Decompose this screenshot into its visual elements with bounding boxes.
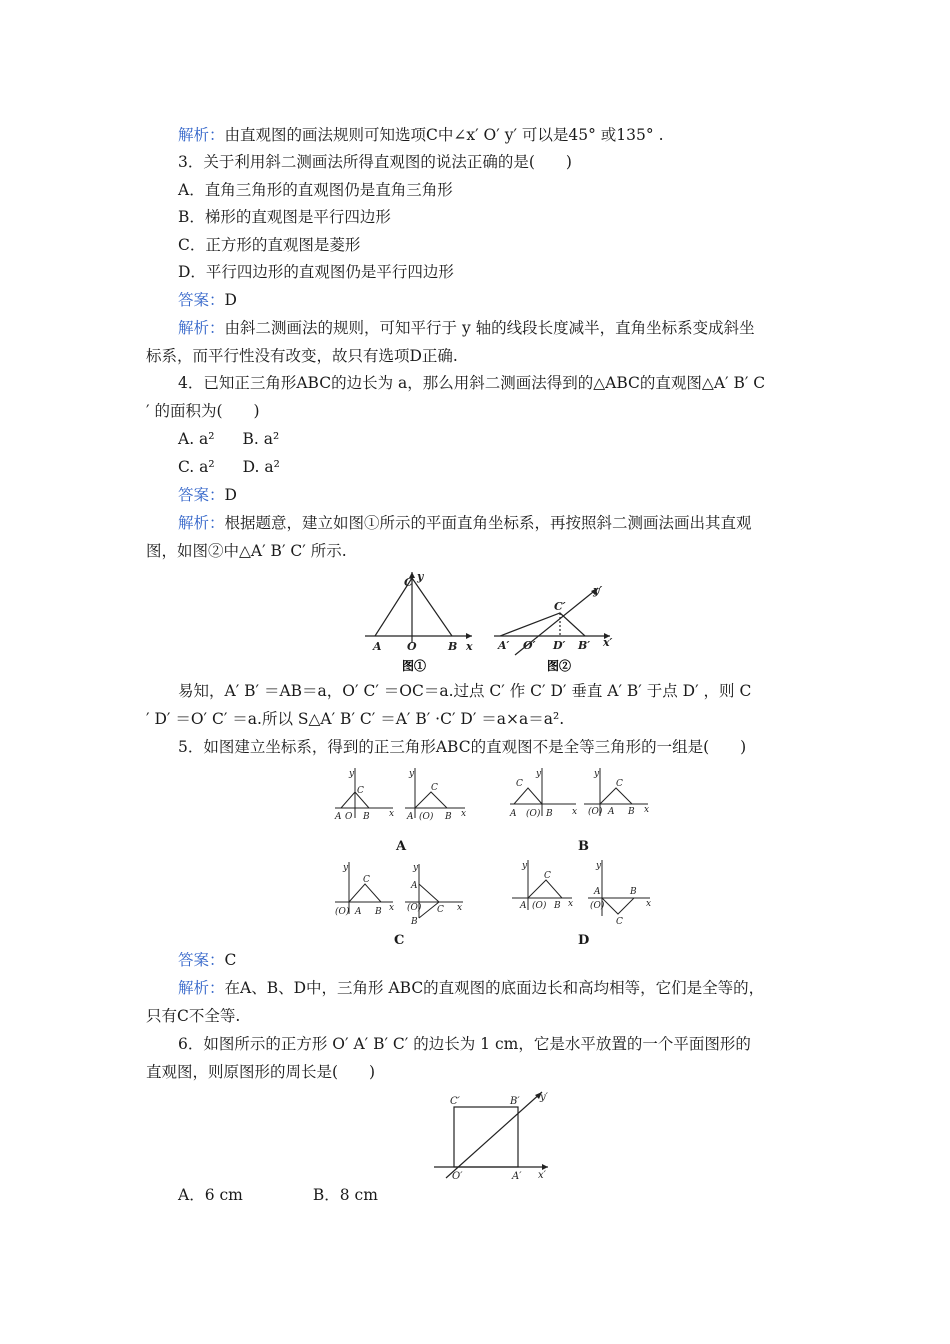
svg-text:A: A (510, 809, 517, 819)
analysis-text: 由斜二测画法的规则，可知平行于 y 轴的线段长度减半，直角坐标系变成斜坐 (224, 319, 755, 337)
svg-text:y: y (594, 769, 600, 779)
svg-text:C: C (357, 786, 364, 796)
svg-text:x: x (572, 807, 578, 817)
q6-options (178, 1185, 378, 1205)
q5-answer (178, 950, 236, 970)
label-y-prime: y′ (540, 1092, 548, 1103)
q4-figure-1 (360, 568, 480, 678)
label-a-prime: A′ (498, 639, 510, 652)
q5-group-b-figure (506, 764, 656, 826)
svg-text:C: C (431, 783, 438, 793)
q3-analysis-line2: 标系，而平行性没有改变，故只有选项D正确. (146, 347, 458, 365)
svg-text:C: C (363, 875, 370, 885)
q3-option-b: B．梯形的直观图是平行四边形 (178, 208, 391, 226)
svg-text:(O): (O) (407, 903, 422, 913)
fig2-caption: 图② (547, 659, 572, 673)
q5-group-c-figure (333, 856, 473, 928)
svg-text:A: A (407, 812, 414, 822)
svg-text:C: C (616, 917, 623, 927)
svg-text:B: B (445, 812, 452, 822)
q5-stem: 5．如图建立坐标系，得到的正三角形ABC的直观图不是全等三角形的一组是( ) (178, 738, 747, 756)
label-o-prime: O′ (452, 1171, 463, 1182)
q4-solution-line2: ′ D′ ＝O′ C′ ＝a.所以 S△A′ B′ C′ ＝A′ B′ ·C′ D′ ＝a×a＝a². (146, 710, 565, 728)
label-d-prime: D′ (553, 639, 566, 652)
q3-option-c: C．正方形的直观图是菱形 (178, 236, 361, 254)
q3-option-a: A．直角三角形的直观图仍是直角三角形 (178, 181, 453, 199)
svg-text:B: B (411, 917, 418, 927)
svg-text:y: y (349, 769, 355, 779)
fig1-caption: 图① (402, 659, 427, 673)
answer-value: D (224, 486, 237, 504)
label-o: O (407, 640, 417, 653)
label-b: B (448, 640, 458, 653)
q2-analysis (178, 125, 664, 145)
analysis-label: 解析： (178, 126, 225, 144)
y-axis-oblique (446, 1092, 542, 1178)
analysis-label: 解析： (178, 979, 225, 997)
q3-stem: 3．关于利用斜二测画法所得直观图的说法正确的是( ) (178, 153, 572, 171)
svg-text:y: y (409, 769, 415, 779)
label-c-prime: C′ (450, 1096, 460, 1107)
label-a-prime: A′ (512, 1171, 522, 1182)
svg-text:C: C (437, 905, 444, 915)
label-b-prime: B′ (578, 639, 591, 652)
q4-option-a: A. a² (178, 430, 215, 448)
q4-stem-line2: ′ 的面积为( ) (146, 402, 260, 420)
svg-text:(O): (O) (588, 807, 603, 817)
q4-analysis-line1 (178, 513, 752, 533)
q4-options-row2 (178, 457, 280, 477)
q6-stem-line2: 直观图，则原图形的周长是( ) (146, 1063, 376, 1081)
q5-group-b-label: B (578, 839, 589, 854)
q4-option-d: D. a² (242, 458, 280, 476)
triangle-abc (375, 578, 452, 636)
svg-text:(O): (O) (335, 907, 350, 917)
label-c: C (404, 576, 413, 589)
svg-text:(O): (O) (419, 812, 434, 822)
label-x-prime: x′ (603, 636, 613, 649)
label-a: A (373, 640, 382, 653)
q4-figure-2 (490, 580, 620, 678)
svg-text:(O): (O) (532, 901, 547, 911)
q5-analysis-line2: 只有C不全等. (146, 1007, 241, 1025)
svg-text:O: O (345, 812, 353, 822)
answer-value: D (224, 291, 237, 309)
q4-stem-line1: 4．已知正三角形ABC的边长为 a，那么用斜二测画法得到的△ABC的直观图△A′ B′ C (178, 374, 766, 392)
q5-group-c-label: C (394, 933, 405, 948)
svg-text:A: A (520, 901, 527, 911)
answer-label: 答案： (178, 291, 225, 309)
analysis-label: 解析： (178, 514, 225, 532)
svg-text:x: x (568, 899, 574, 909)
svg-text:A: A (608, 807, 615, 817)
svg-text:(O): (O) (590, 901, 605, 911)
answer-label: 答案： (178, 951, 225, 969)
q5-analysis-line1 (178, 978, 764, 998)
answer-label: 答案： (178, 486, 225, 504)
label-y-prime: y′ (593, 584, 603, 597)
svg-text:A: A (335, 812, 342, 822)
analysis-text: 由直观图的画法规则可知选项C中∠x′ O′ y′ 可以是45° 或135° . (224, 126, 664, 144)
q4-option-b: B. a² (242, 430, 280, 448)
analysis-text: 在A、B、D中，三角形 ABC的直观图的底面边长和高均相等，它们是全等的， (224, 979, 765, 997)
q5-group-a-figure (333, 764, 473, 826)
svg-text:B: B (363, 812, 370, 822)
svg-text:x: x (389, 903, 395, 913)
q3-option-d: D．平行四边形的直观图仍是平行四边形 (178, 263, 454, 281)
q4-options-row1 (178, 429, 279, 449)
q6-stem-line1: 6．如图所示的正方形 O′ A′ B′ C′ 的边长为 1 cm，它是水平放置的一个平面图形的 (178, 1035, 751, 1053)
svg-text:B: B (375, 907, 382, 917)
label-o-prime: O′ (523, 639, 536, 652)
svg-text:y: y (596, 861, 602, 871)
q4-answer (178, 485, 237, 505)
svg-text:B: B (628, 807, 635, 817)
svg-text:C: C (516, 779, 523, 789)
svg-text:y: y (522, 861, 528, 871)
svg-text:A: A (411, 881, 418, 891)
analysis-label: 解析： (178, 319, 225, 337)
q3-analysis-line1 (178, 318, 755, 338)
svg-text:x: x (644, 805, 650, 815)
svg-text:B: B (554, 901, 561, 911)
svg-text:x: x (457, 903, 463, 913)
label-x-prime: x′ (538, 1170, 546, 1181)
q4-analysis-line2: 图，如图②中△A′ B′ C′ 所示. (146, 542, 347, 560)
svg-text:(O): (O) (526, 809, 541, 819)
q6-figure (430, 1086, 560, 1182)
svg-text:C: C (616, 779, 623, 789)
q5-group-d-label: D (578, 933, 590, 948)
svg-text:C: C (544, 871, 551, 881)
svg-text:B: B (630, 887, 637, 897)
label-x: x (466, 640, 473, 653)
analysis-text: 根据题意，建立如图①所示的平面直角坐标系，再按照斜二测画法画出其直观 (224, 514, 752, 532)
svg-text:x: x (646, 899, 652, 909)
q6-option-b: B．8 cm (312, 1186, 378, 1204)
square-oabc (454, 1107, 518, 1167)
svg-text:y: y (536, 769, 542, 779)
label-b-prime: B′ (510, 1096, 520, 1107)
svg-text:B: B (546, 809, 553, 819)
label-y: y (417, 570, 424, 583)
q5-group-a-label: A (396, 839, 407, 854)
svg-text:x: x (389, 809, 395, 819)
svg-text:x: x (461, 809, 467, 819)
q3-answer (178, 290, 237, 310)
q6-option-a: A．6 cm (178, 1186, 243, 1204)
svg-text:A: A (355, 907, 362, 917)
answer-value: C (224, 951, 237, 969)
q5-group-d-figure (508, 856, 658, 928)
svg-text:A: A (594, 887, 601, 897)
svg-text:y: y (413, 863, 419, 873)
svg-text:y: y (343, 863, 349, 873)
label-c-prime: C′ (554, 600, 566, 613)
q4-solution-line1: 易知，A′ B′ ＝AB＝a，O′ C′ ＝OC＝a.过点 C′ 作 C′ D′ 垂直 A′ B′ 于点 D′ ，则 C (178, 682, 752, 700)
q4-option-c: C. a² (178, 458, 215, 476)
